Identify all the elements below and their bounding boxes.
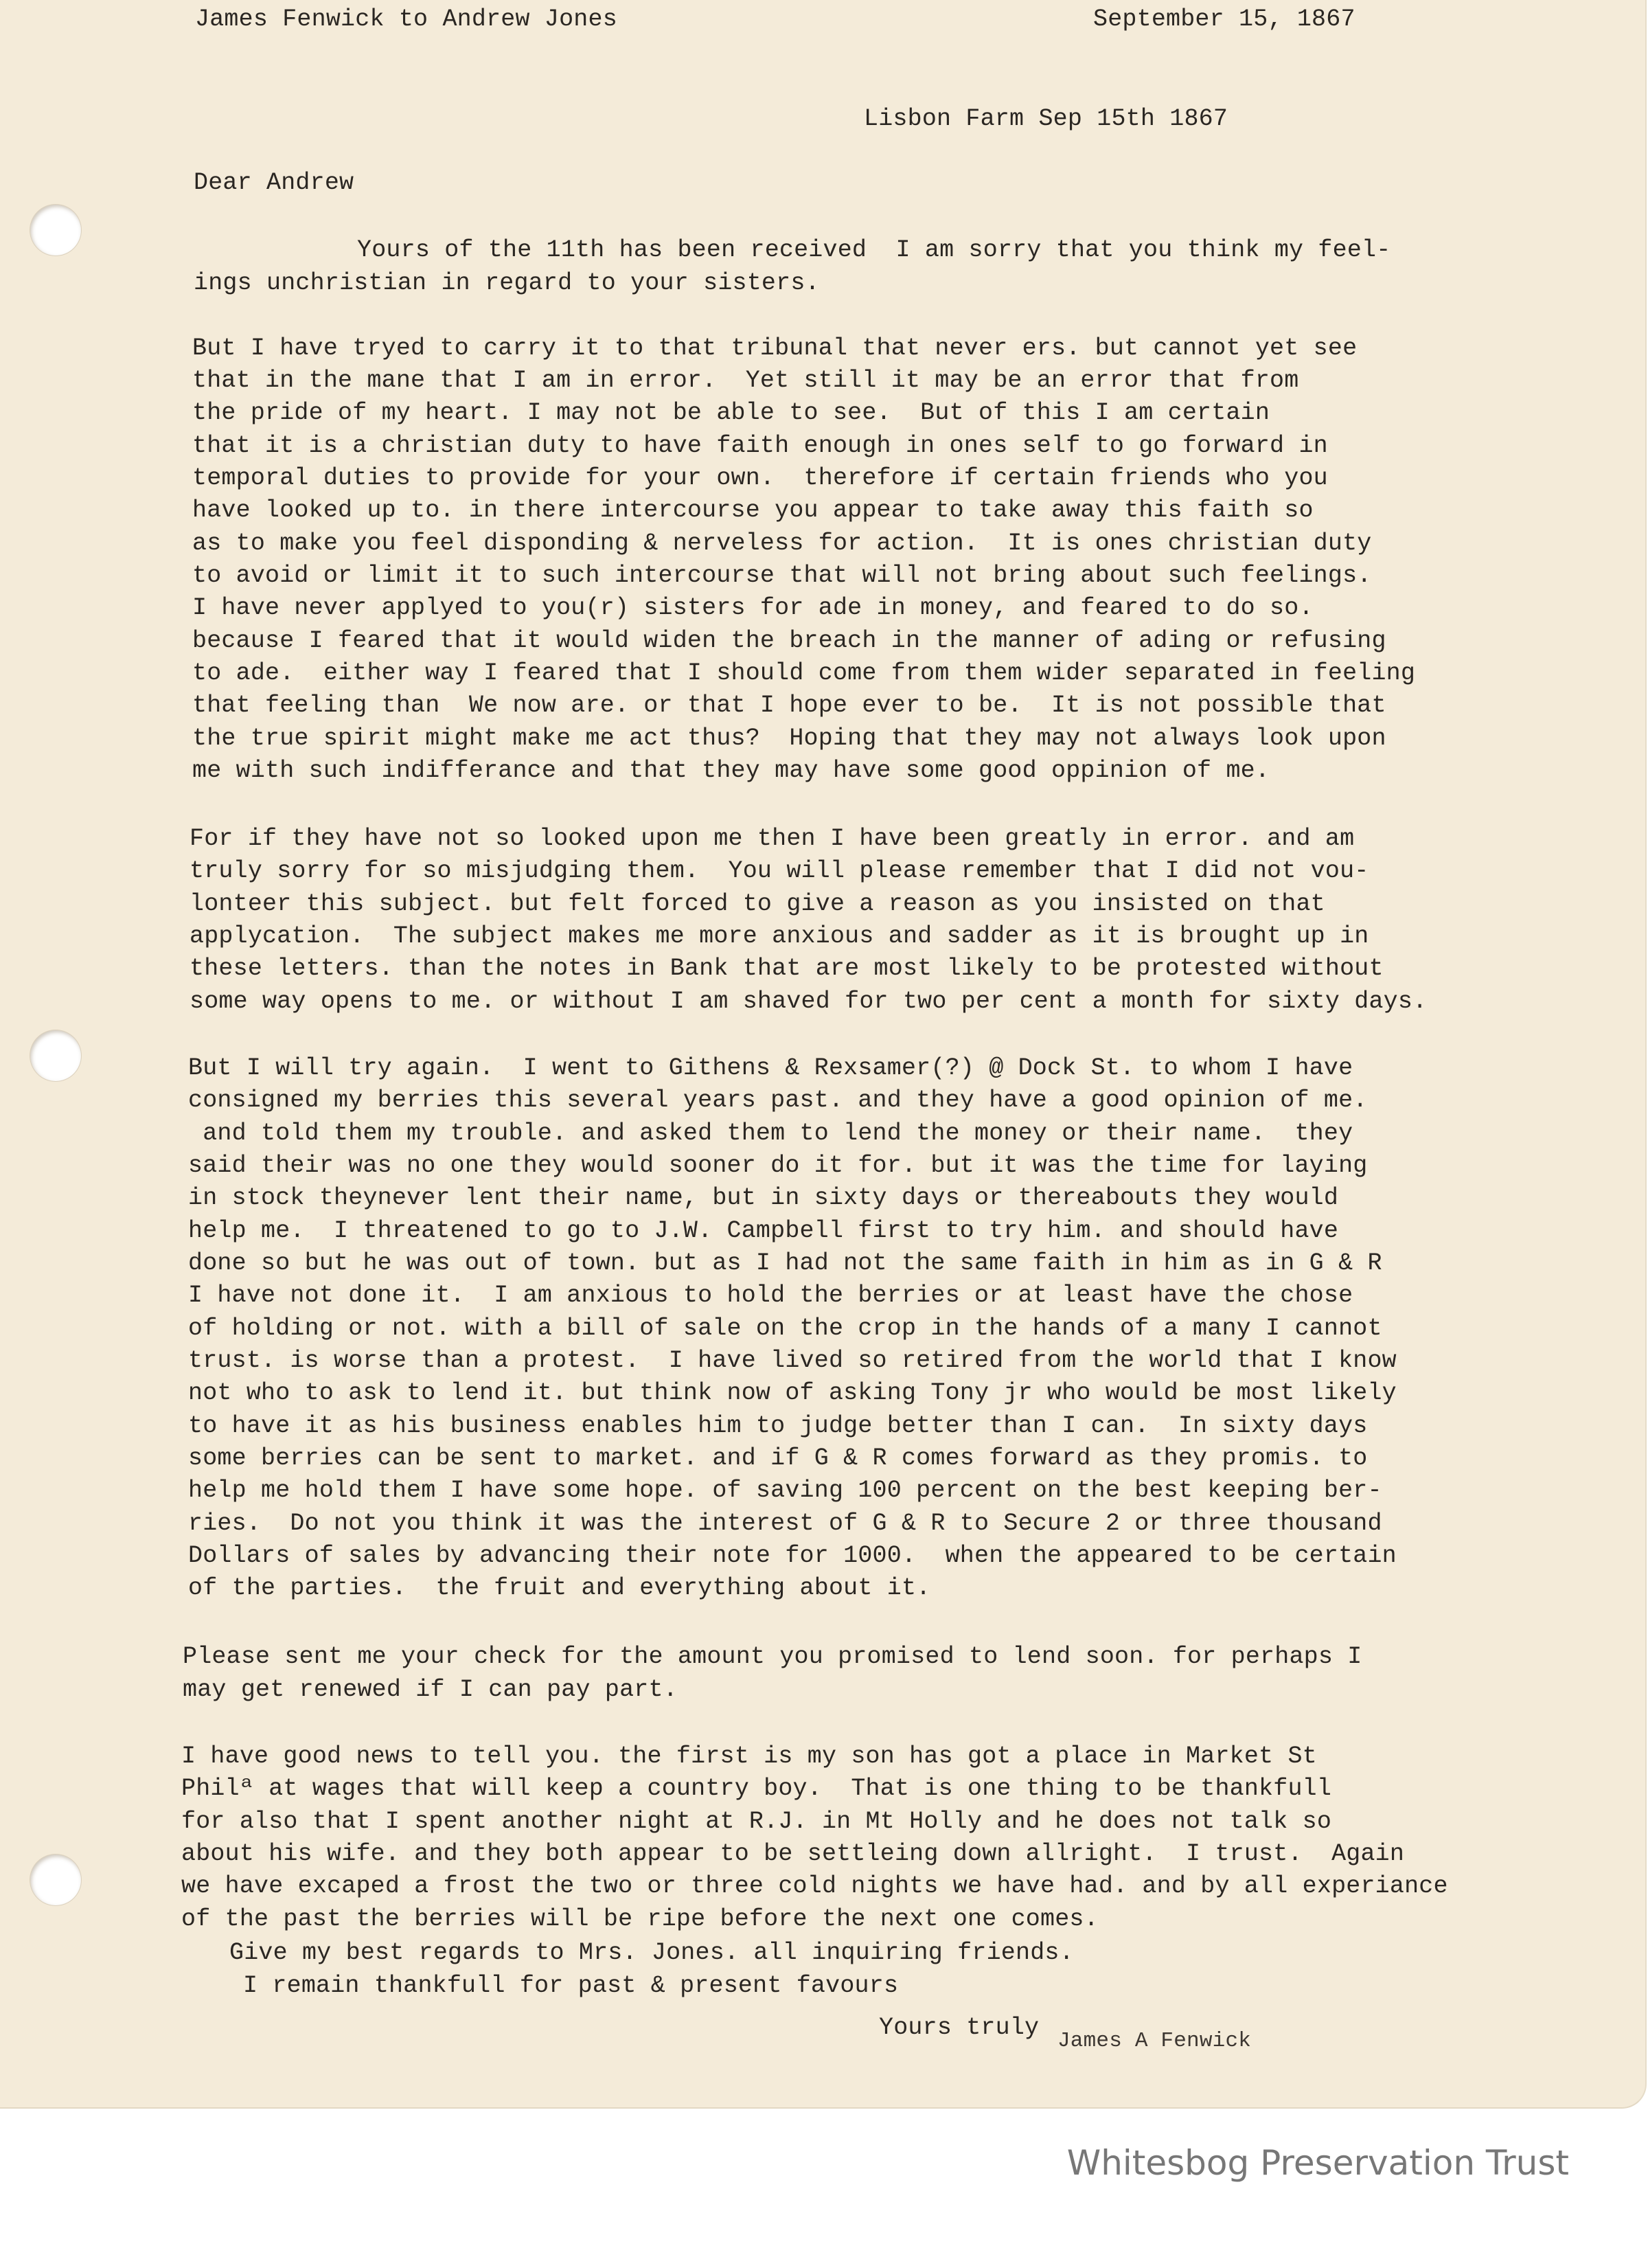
signature: James A Fenwick [1057,2029,1252,2053]
body-line: Please sent me your check for the amount you promised to lend soon. for perhaps I [183,1643,1362,1670]
body-line: as to make you feel disponding & nerveless for action. It is ones christian duty [192,530,1372,557]
body-line: trust. is worse than a protest. I have lived so retired from the world that I know [188,1347,1397,1374]
body-line: But I have tryed to carry it to that tribunal that never ers. but cannot yet see [192,334,1358,362]
body-line: not who to ask to lend it. but think now of asking Tony jr who would be most likely [188,1379,1397,1407]
body-line: of the past the berries will be ripe before the next one comes. [181,1905,1099,1933]
body-line: Philª at wages that will keep a country boy. That is one thing to be thankfull [181,1775,1332,1802]
body-line: said their was no one they would sooner do it for. but it was the time for laying [188,1152,1368,1179]
body-line: For if they have not so looked upon me then I have been greatly in error. and am [190,825,1355,852]
body-line: in stock theynever lent their name, but in sixty days or thereabouts they would [188,1184,1339,1212]
body-line: Dollars of sales by advancing their note for 1000. when the appeared to be certain [188,1542,1397,1569]
body-line: done so but he was out of town. but as I had not the same faith in him as in G & R [188,1249,1382,1277]
body-line: Give my best regards to Mrs. Jones. all inquiring friends. [229,1939,1074,1966]
body-line: temporal duties to provide for your own. therefore if certain friends who you [192,464,1328,492]
body-line: that feeling than We now are. or that I hope ever to be. It is not possible that [192,692,1386,719]
body-line: applycation. The subject makes me more anxious and sadder as it is brought up in [190,922,1369,950]
body-line: I have good news to tell you. the first is my son has got a place in Market St [181,1743,1317,1770]
body-line: some way opens to me. or without I am shaved for two per cent a month for sixty days. [190,988,1428,1015]
closing: Yours truly [879,2014,1040,2041]
body-line: I remain thankfull for past & present favours [243,1972,899,1999]
body-line: because I feared that it would widen the breach in the manner of ading or refusing [192,627,1386,655]
binder-hole [30,1030,81,1081]
body-line: and told them my trouble. and asked them to lend the money or their name. they [188,1120,1353,1147]
body-line: to avoid or limit it to such intercourse that will not bring about such feelings. [192,562,1372,589]
body-line: lonteer this subject. but felt forced to give a reason as you insisted on that [190,890,1325,918]
body-line: of the parties. the fruit and everything about it. [188,1574,931,1602]
body-line: consigned my berries this several years past. and they have a good opinion of me. [188,1087,1368,1114]
body-line: the true spirit might make me act thus? Hoping that they may not always look upon [192,725,1386,752]
body-line: But I will try again. I went to Githens & Rexsamer(?) @ Dock St. to whom I have [188,1054,1353,1082]
binder-hole [30,205,81,256]
body-line: about his wife. and they both appear to be settleing down allright. I trust. Again [181,1840,1405,1868]
header-title: James Fenwick to Andrew Jones [195,5,617,33]
salutation: Dear Andrew [194,169,354,196]
body-line: ries. Do not you think it was the interest of G & R to Secure 2 or three thousand [188,1510,1382,1537]
body-line: that it is a christian duty to have faith enough in ones self to go forward in [192,432,1328,460]
header-date: September 15, 1867 [1093,5,1355,33]
body-line: I have not done it. I am anxious to hold the berries or at least have the chose [188,1282,1353,1309]
body-line: truly sorry for so misjudging them. You will please remember that I did not vou- [190,857,1369,885]
dateline: Lisbon Farm Sep 15th 1867 [864,105,1228,133]
body-line: help me. I threatened to go to J.W. Campbell first to try him. and should have [188,1217,1339,1245]
body-line: Yours of the 11th has been received I am sorry that you think my feel- [357,236,1391,264]
body-line: of holding or not. with a bill of sale on the crop in the hands of a many I cannot [188,1315,1382,1342]
body-line: ings unchristian in regard to your sisters. [194,269,820,297]
body-line: may get renewed if I can pay part. [183,1676,678,1703]
watermark: Whitesbog Preservation Trust [1066,2143,1569,2183]
body-line: to ade. either way I feared that I should come from them wider separated in feeling [192,659,1416,687]
body-line: help me hold them I have some hope. of saving 100 percent on the best keeping ber- [188,1477,1382,1504]
body-line: have looked up to. in there intercourse you appear to take away this faith so [192,497,1314,524]
body-line: we have excaped a frost the two or three cold nights we have had. and by all experiance [181,1872,1448,1900]
body-line: I have never applyed to you(r) sisters for ade in money, and feared to do so. [192,594,1314,622]
body-line: me with such indifferance and that they may have some good oppinion of me. [192,757,1270,784]
body-line: to have it as his business enables him to judge better than I can. In sixty days [188,1412,1368,1440]
body-line: these letters. than the notes in Bank that are most likely to be protested without [190,955,1384,982]
binder-hole [30,1855,81,1905]
body-line: for also that I spent another night at R.J. in Mt Holly and he does not talk so [181,1808,1332,1835]
body-line: some berries can be sent to market. and if G & R comes forward as they promis. to [188,1444,1368,1472]
body-line: that in the mane that I am in error. Yet still it may be an error that from [192,367,1299,394]
body-line: the pride of my heart. I may not be able to see. But of this I am certain [192,399,1270,427]
